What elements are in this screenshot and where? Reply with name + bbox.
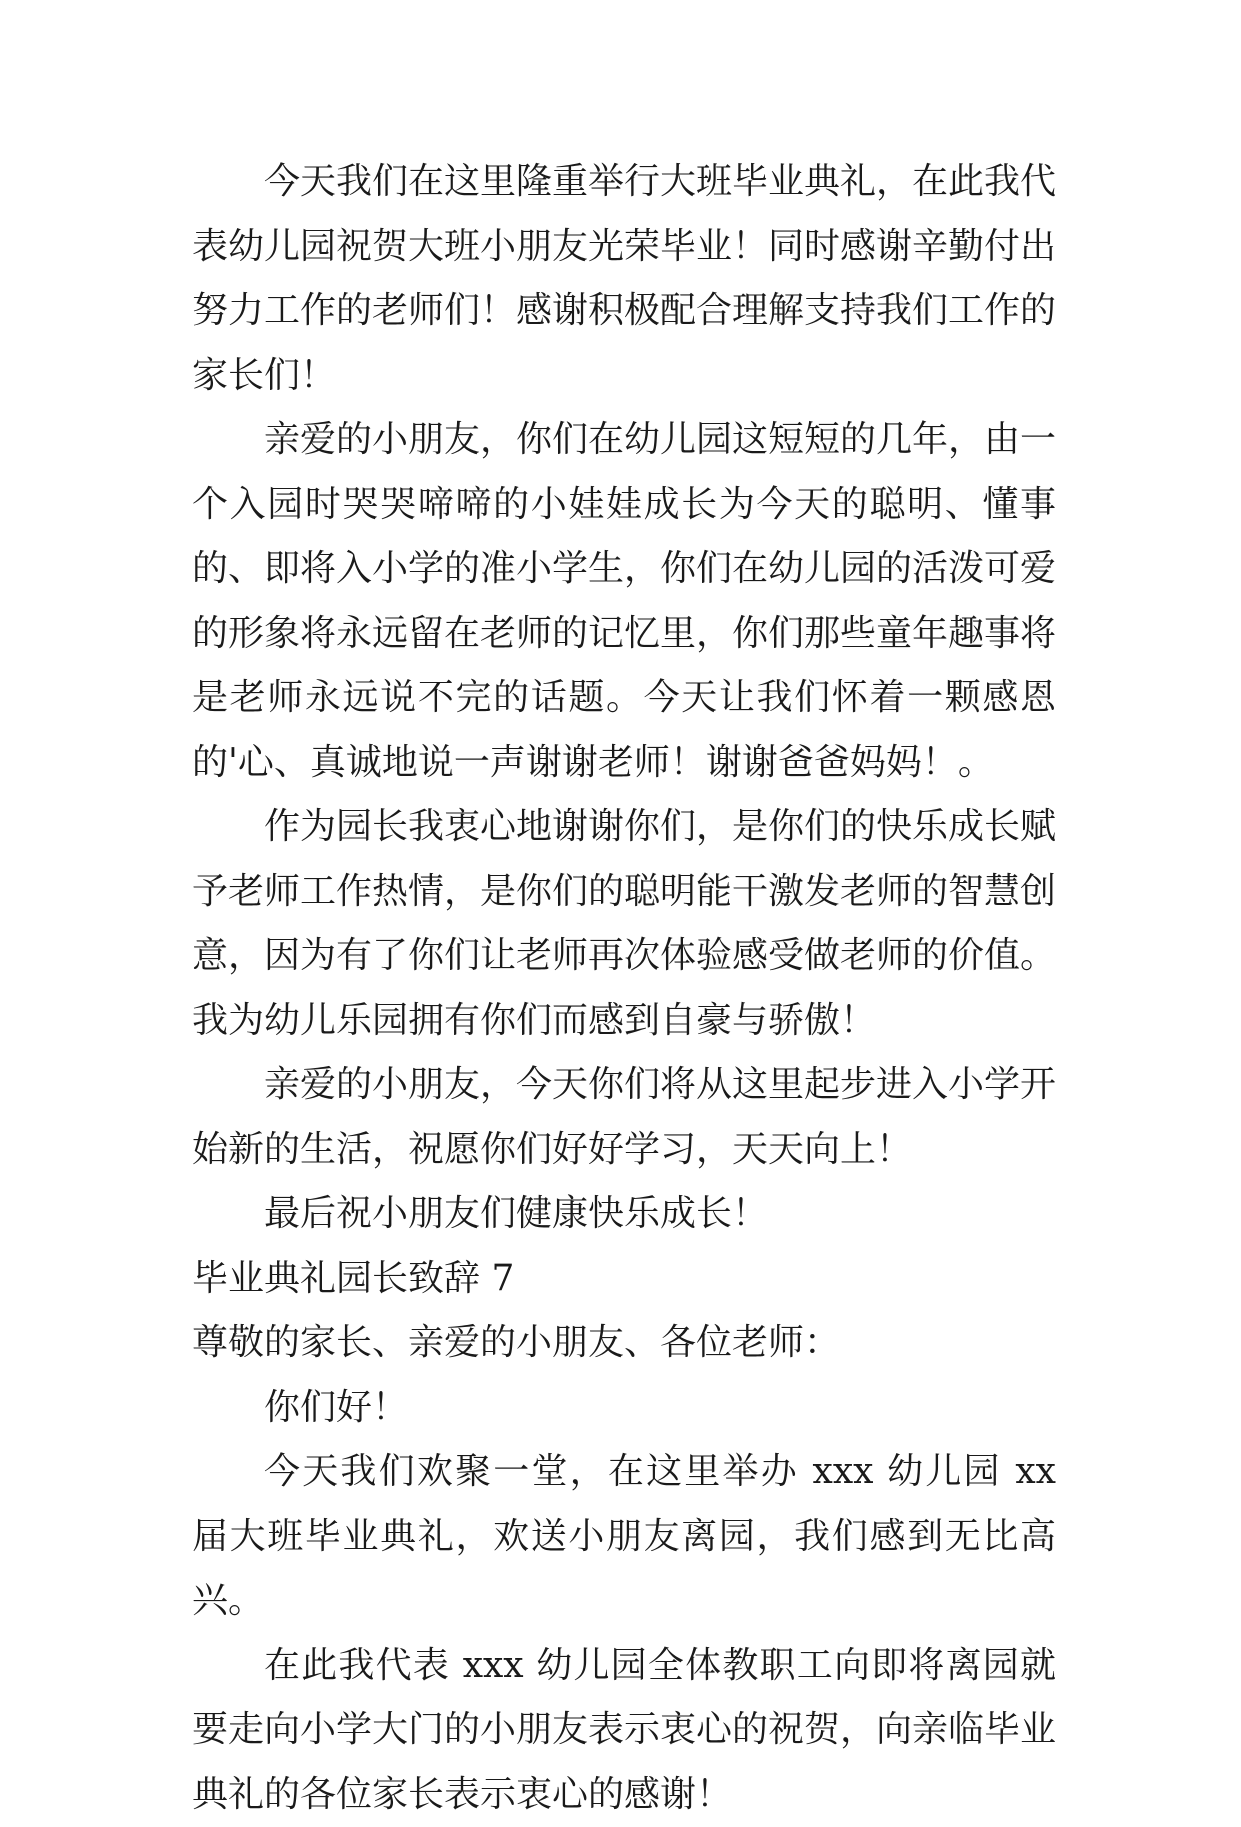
paragraph-future: 亲爱的小朋友，今天你们将从这里起步进入小学开始新的生活，祝愿你们好好学习，天天向上！: [192, 1053, 1056, 1182]
document-body: [192, 150, 1056, 1827]
salutation: 尊敬的家长、亲爱的小朋友、各位老师：: [192, 1311, 1056, 1376]
paragraph-gathering: 今天我们欢聚一堂，在这里举办 xxx 幼儿园 xx 届大班毕业典礼，欢送小朋友离园，我们感到无比高兴。: [192, 1440, 1056, 1634]
paragraph-opening: 今天我们在这里隆重举行大班毕业典礼，在此我代表幼儿园祝贺大班小朋友光荣毕业！同时感谢辛勤付出努力工作的老师们！感谢积极配合理解支持我们工作的家长们！: [192, 150, 1056, 408]
paragraph-congratulations: 在此我代表 xxx 幼儿园全体教职工向即将离园就要走向小学大门的小朋友表示衷心的祝贺，向亲临毕业典礼的各位家长表示衷心的感谢！: [192, 1634, 1056, 1827]
paragraph-greeting: 你们好！: [192, 1376, 1056, 1441]
section-title: 毕业典礼园长致辞 7: [192, 1247, 1056, 1312]
paragraph-thanks: 作为园长我衷心地谢谢你们，是你们的快乐成长赋予老师工作热情，是你们的聪明能干激发老师的智慧创意，因为有了你们让老师再次体验感受做老师的价值。我为幼儿乐园拥有你们而感到自豪与骄傲！: [192, 795, 1056, 1053]
paragraph-closing-wish: 最后祝小朋友们健康快乐成长！: [192, 1182, 1056, 1247]
paragraph-children: 亲爱的小朋友，你们在幼儿园这短短的几年，由一个入园时哭哭啼啼的小娃娃成长为今天的聪明、懂事的、即将入小学的准小学生，你们在幼儿园的活泼可爱的形象将永远留在老师的记忆里，你们那些童年趣事将是老师永远说不完的话题。今天让我们怀着一颗感恩的'心、真诚地说一声谢谢老师！谢谢爸爸妈妈！。: [192, 408, 1056, 795]
